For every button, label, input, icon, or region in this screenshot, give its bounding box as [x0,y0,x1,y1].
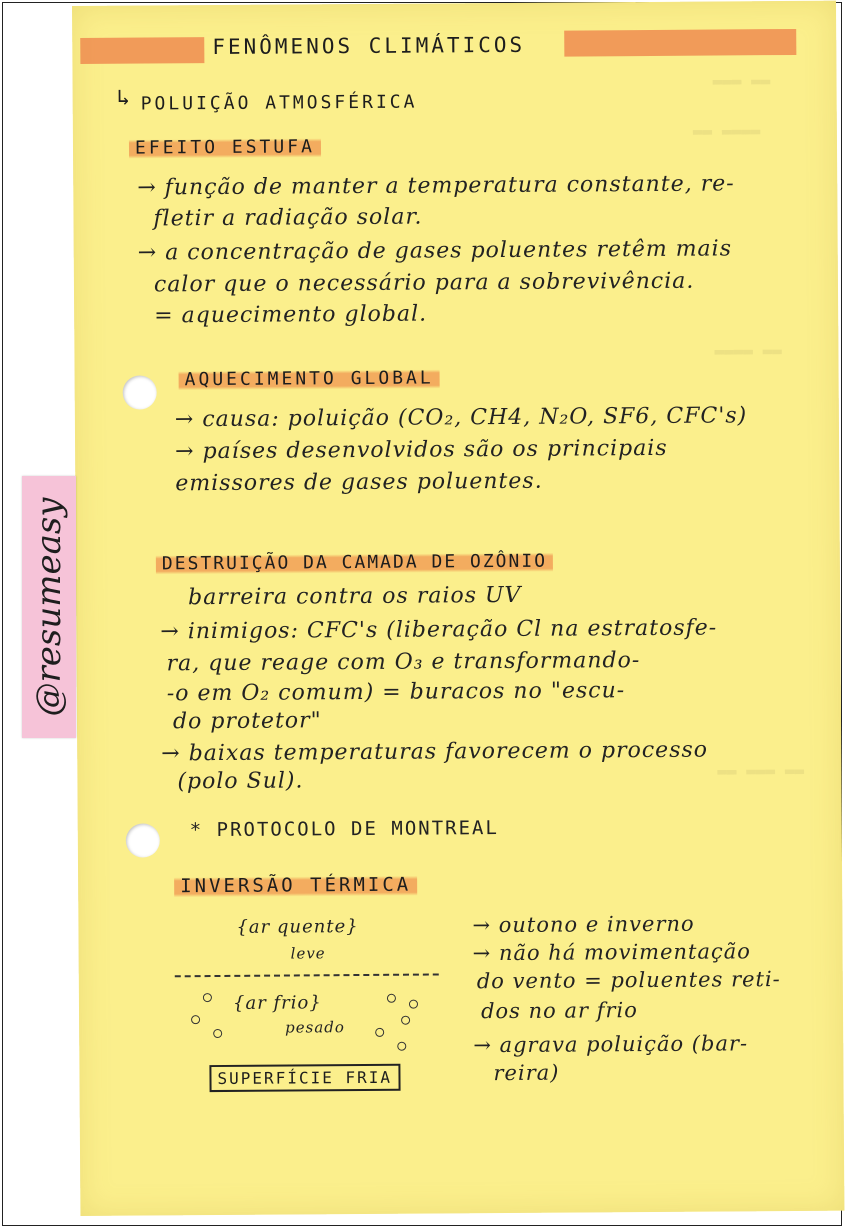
bleed-through: ▬▬ ▬▬▬ ▬▬ [717,760,805,781]
air-layer-divider [175,973,439,977]
pollutant-dot [213,1029,222,1038]
section-heading-aquecimento-global: AQUECIMENTO GLOBAL [179,367,440,390]
title-banner-right [564,29,796,57]
pollutant-dot [397,1042,406,1051]
warm-air-weight: leve [290,944,326,963]
pollutant-dot [401,1016,410,1025]
cold-air-weight: pesado [285,1018,345,1037]
text-line: calor que o necessário para a sobrevivência. [153,268,695,298]
text-line: -o em O₂ comum) = buracos no "escu- [166,678,626,707]
text-line: → agrava poluição (bar- [473,1031,749,1058]
bleed-through: ▬▬▬▬ ▬▬ [714,341,782,361]
pollutant-dot [203,993,212,1002]
title-banner-left [80,37,204,64]
subtitle: POLUIÇÃO ATMOSFÉRICA [140,91,418,115]
text-line: do protetor" [172,708,322,735]
text-line: emissores de gases poluentes. [175,468,543,497]
text-line: (polo Sul). [177,768,304,795]
text-line: do vento = poluentes reti- [476,967,781,994]
text-line: reira) [493,1060,560,1086]
bleed-through: ▬▬▬ ▬▬ [712,71,771,91]
text-line: → a concentração de gases poluentes retêm mais [137,236,733,266]
text-line: → baixas temperaturas favorecem o processo [161,737,709,767]
text-line: → inimigos: CFC's (liberação Cl na estratosfe- [160,615,718,645]
text-line: → não há movimentação [472,939,751,966]
page-title: FENÔMENOS CLIMÁTICOS [212,32,526,60]
cold-surface-box: SUPERFÍCIE FRIA [209,1064,400,1092]
text-line: barreira contra os raios UV [188,582,522,611]
text-line: ra, que reage com O₃ e transformando- [166,648,641,677]
text-line: = aquecimento global. [154,301,428,329]
brand-sticker-text: @resumeasy [29,497,69,717]
warm-air-label: {ar quente} [236,916,359,938]
pollutant-dot [409,1000,418,1009]
pollutant-dot [375,1028,384,1037]
cold-air-label: {ar frio} [232,992,322,1014]
protocol-note: * PROTOCOLO DE MONTREAL [189,817,499,842]
brand-sticker [22,476,76,738]
section-heading-ozonio: DESTRUIÇÃO DA CAMADA DE OZÔNIO [156,551,553,575]
pollutant-dot [387,994,396,1003]
curved-arrow-icon: ↳ [116,85,133,111]
text-line: fletir a radiação solar. [153,204,423,232]
binder-hole [126,823,160,857]
section-heading-efeito-estufa: EFEITO ESTUFA [129,136,321,158]
text-line: → outono e inverno [472,911,695,938]
text-line: → função de manter a temperatura constante, re- [137,171,735,201]
text-line: → países desenvolvidos são os principais [175,435,668,465]
pollutant-dot [191,1015,200,1024]
bleed-through: ▬▬ ▬▬▬▬ [692,121,761,141]
binder-hole [123,375,157,409]
text-line: dos no ar frio [480,998,638,1024]
text-line: → causa: poluição (CO₂, CH4, N₂O, SF6, CFC's) [174,403,748,433]
note-card [72,1,844,1216]
section-heading-inversao: INVERSÃO TÉRMICA [174,874,417,898]
